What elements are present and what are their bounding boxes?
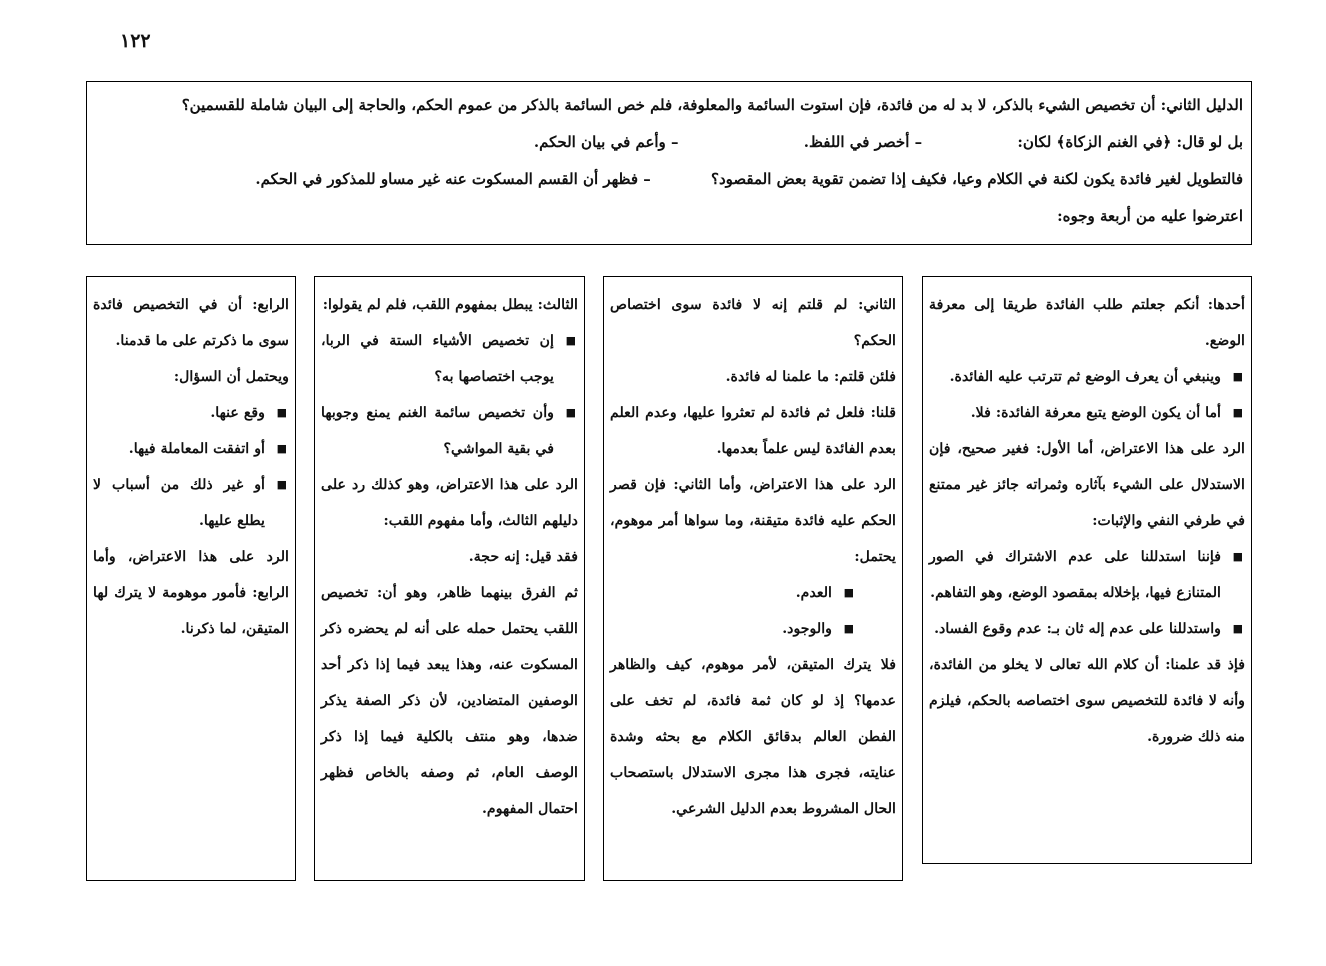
premise-line-2 xyxy=(95,125,1243,162)
premise-line-2-intro: بل لو قال: ﴿في الغنم الزكاة﴾ لكان: xyxy=(1017,133,1243,151)
premise-line-2-first: – أخصر في اللفظ. xyxy=(803,133,923,151)
col1-para-1: أحدها: أنكم جعلتم طلب الفائدة طريقا إلى معرفة الوضع. xyxy=(929,297,1245,349)
bullet-square-icon: ■ xyxy=(843,586,854,599)
col2-bullet-2 xyxy=(610,611,856,647)
col2-para-1: الثاني: لم قلتم إنه لا فائدة سوى اختصاص الحكم؟ xyxy=(610,297,896,349)
col1-bullet-4-text: واستدللنا على عدم إله ثان بـ: عدم وقوع الفساد. xyxy=(934,621,1221,637)
col1-bullet-3 xyxy=(929,539,1245,611)
col1-bullet-1-text: وينبغي أن يعرف الوضع ثم تترتب عليه الفائدة. xyxy=(949,369,1221,385)
objection-column-4 xyxy=(86,276,296,881)
bullet-square-icon: ■ xyxy=(1232,370,1243,383)
col2-bullet-2-text: والوجود. xyxy=(782,621,832,637)
col3-para-1: الثالث: يبطل بمفهوم اللقب، فلم لم يقولوا: xyxy=(322,297,578,313)
premise-line-1: الدليل الثاني: أن تخصيص الشيء بالذكر، لا بد له من فائدة، فإن استوت السائمة والمعلوفة، فلم خص السائمة بالذكر من عموم الحكم، والحاجة إلى البيان شاملة للقسمين؟ xyxy=(181,96,1243,114)
col4-para-3: الرد على هذا الاعتراض، وأما الرابع: فأمور موهومة لا يترك لها المتيقن، لما ذكرنا. xyxy=(93,549,289,637)
col2-para-3: قلنا: فلعل ثم فائدة لم تعثروا عليها، وعدم العلم بعدم الفائدة ليس علماً بعدمها. xyxy=(610,405,896,457)
objection-column-2 xyxy=(603,276,903,881)
col4-bullet-1 xyxy=(93,395,289,431)
objection-column-1 xyxy=(922,276,1252,864)
col2-para-2: فلئن قلتم: ما علمنا له فائدة. xyxy=(725,369,896,385)
col3-para-4: ثم الفرق بينهما ظاهر، وهو أن: تخصيص اللقب يحتمل حمله على أنه لم يحضره ذكر المسكوت عنه، وهذا يبعد فيما إذا ذكر أحد الوصفين المتضادين، لأن ذكر الصفة يذكر ضدها، وهو منتف بالكلية فيما إذا ذكر الوصف العام، ثم وصفه بالخاص فظهر احتمال المفهوم. xyxy=(321,585,578,817)
bullet-square-icon: ■ xyxy=(1232,406,1243,419)
col1-bullet-3-text: فإننا استدللنا على عدم الاشتراك في الصور المتنازع فيها، بإخلاله بمقصود الوضع، وهو التفاهم. xyxy=(929,549,1221,601)
premise-line-3 xyxy=(95,162,1243,199)
col1-bullet-4 xyxy=(929,611,1245,647)
premise-line-2-second: – وأعم في بيان الحكم. xyxy=(533,133,679,151)
col3-bullet-1 xyxy=(321,323,578,395)
page-number: ١٢٢ xyxy=(120,30,151,52)
bullet-square-icon: ■ xyxy=(565,406,576,419)
premise-line-3-conclusion: – فظهر أن القسم المسكوت عنه غير مساو للمذكور في الحكم. xyxy=(255,170,651,188)
bullet-square-icon: ■ xyxy=(1232,550,1243,563)
col4-bullet-3 xyxy=(93,467,289,539)
col1-para-2: الرد على هذا الاعتراض، أما الأول: فغير صحيح، فإن الاستدلال على الشيء بآثاره وثمراته جائز غير ممتنع في طرفي النفي والإثبات: xyxy=(929,441,1245,529)
col3-bullet-2 xyxy=(321,395,578,467)
bullet-square-icon: ■ xyxy=(276,478,287,491)
col3-para-2: الرد على هذا الاعتراض، وهو كذلك رد على دليلهم الثالث، وأما مفهوم اللقب: xyxy=(321,477,578,529)
col1-bullet-1 xyxy=(929,359,1245,395)
col2-bullet-1-text: العدم. xyxy=(795,585,832,601)
premise-line-3-main: فالتطويل لغير فائدة يكون لكنة في الكلام وعيا، فكيف إذا تضمن تقوية بعض المقصود؟ xyxy=(711,170,1243,188)
bullet-square-icon: ■ xyxy=(565,334,576,347)
col1-bullet-2-text: أما أن يكون الوضع يتبع معرفة الفائدة: فلا. xyxy=(970,405,1221,421)
col4-bullet-2-text: أو اتفقت المعاملة فيها. xyxy=(128,441,265,457)
col1-bullet-2 xyxy=(929,395,1245,431)
objection-column-3 xyxy=(314,276,585,881)
col2-para-4: الرد على هذا الاعتراض، وأما الثاني: فإن قصر الحكم عليه فائدة متيقنة، وما سواها أمر موهوم، يحتمل: xyxy=(610,477,896,565)
col3-bullet-1-text: إن تخصيص الأشياء الستة في الربا، يوجب اختصاصها به؟ xyxy=(321,333,554,385)
col2-para-5: فلا يترك المتيقن، لأمر موهوم، كيف والظاهر عدمها؟ إذ لو كان ثمة فائدة، لم تخف على الفطن العالم بدقائق الكلام مع بحثه وشدة عنايته، فجرى هذا مجرى الاستدلال باستصحاب الحال المشروط بعدم الدليل الشرعي. xyxy=(610,657,896,817)
bullet-square-icon: ■ xyxy=(1232,622,1243,635)
col3-bullet-2-text: وأن تخصيص سائمة الغنم يمنع وجوبها في بقية المواشي؟ xyxy=(321,405,554,457)
bullet-square-icon: ■ xyxy=(276,406,287,419)
premise-box xyxy=(86,81,1252,245)
col4-para-2: ويحتمل أن السؤال: xyxy=(173,369,289,385)
col1-para-3: فإذ قد علمنا: أن كلام الله تعالى لا يخلو من الفائدة، وأنه لا فائدة للتخصيص سوى اختصاصه بالحكم، فيلزم منه ذلك ضرورة. xyxy=(929,657,1245,745)
bullet-square-icon: ■ xyxy=(276,442,287,455)
col4-bullet-1-text: وقع عنها. xyxy=(210,405,265,421)
col3-para-3: فقد قيل: إنه حجة. xyxy=(468,549,578,565)
col4-para-1: الرابع: أن في التخصيص فائدة سوى ما ذكرتم على ما قدمنا. xyxy=(93,297,289,349)
premise-line-4: اعترضوا عليه من أربعة وجوه: xyxy=(1057,207,1243,225)
col4-bullet-2 xyxy=(93,431,289,467)
col4-bullet-3-text: أو غير ذلك من أسباب لا يطلع عليها. xyxy=(93,477,265,529)
col2-bullet-1 xyxy=(610,575,856,611)
bullet-square-icon: ■ xyxy=(843,622,854,635)
